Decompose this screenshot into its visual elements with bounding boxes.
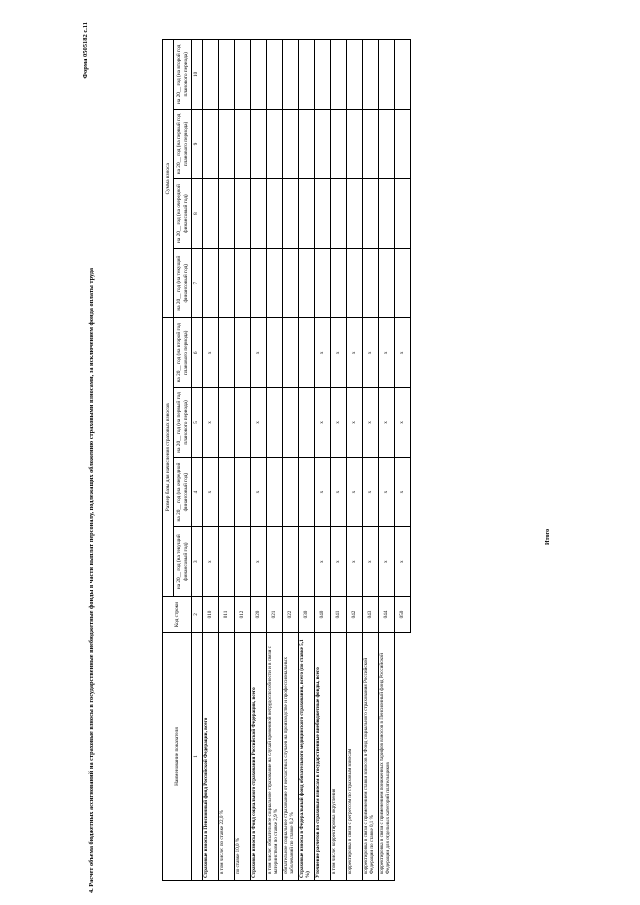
total-spacer [395, 633, 411, 881]
value-cell: x [203, 527, 219, 597]
row-name: Страховые взносы в Пенсионный фонд Российской Федерации, всего [203, 633, 219, 881]
value-cell [235, 179, 251, 249]
table-row [283, 40, 299, 881]
column-number: 7 [192, 248, 203, 318]
value-cell [219, 248, 235, 318]
total-cell [395, 179, 411, 249]
header-period: на 20__ год (на текущий финансовый год) [174, 248, 192, 318]
header-sum-group: Сумма взноса [163, 40, 174, 319]
contributions-table [162, 39, 411, 881]
header-period: на 20__ год (на второй год планового периода) [174, 40, 192, 110]
value-cell: x [315, 318, 331, 388]
value-cell [267, 179, 283, 249]
value-cell [267, 248, 283, 318]
value-cell [379, 248, 395, 318]
total-cell [395, 248, 411, 318]
value-cell [315, 248, 331, 318]
value-cell: x [347, 388, 363, 458]
value-cell: x [363, 388, 379, 458]
header-period: на 20__ год (на очередной финансовый год) [174, 457, 192, 527]
total-cell [395, 40, 411, 110]
total-cell: x [395, 318, 411, 388]
row-code: 040 [315, 597, 331, 633]
table-row [251, 40, 267, 881]
value-cell [379, 179, 395, 249]
total-code: 050 [395, 597, 411, 633]
value-cell: x [251, 388, 267, 458]
value-cell [235, 318, 251, 388]
header-name: Наименование показателя [163, 633, 192, 881]
table-row [299, 40, 315, 881]
value-cell [235, 527, 251, 597]
header-period: на 20__ год (на текущий финансовый год) [174, 527, 192, 597]
value-cell [267, 40, 283, 110]
value-cell: x [251, 457, 267, 527]
row-code: 021 [267, 597, 283, 633]
row-code: 011 [219, 597, 235, 633]
total-cell: x [395, 527, 411, 597]
header-period: на 20__ год (на очередной финансовый год) [174, 179, 192, 249]
column-number: 3 [192, 527, 203, 597]
value-cell: x [251, 318, 267, 388]
value-cell [299, 179, 315, 249]
total-row [395, 40, 411, 881]
value-cell [347, 179, 363, 249]
value-cell [219, 527, 235, 597]
value-cell [251, 248, 267, 318]
total-label: Итого [545, 528, 551, 545]
row-name: корректировка в связи с применением пониженных тарифов взносов в Пенсионный фонд Российской Федерации для отдельных категорий плательщиков [379, 633, 395, 881]
column-number: 6 [192, 318, 203, 388]
value-cell: x [347, 527, 363, 597]
row-name: в том числе: обязательное социальное страхование на случай временной нетрудоспособности и в связи с материнством по ставке 2,9 % [267, 633, 283, 881]
row-code: 022 [283, 597, 299, 633]
value-cell [331, 248, 347, 318]
value-cell [219, 179, 235, 249]
value-cell [219, 457, 235, 527]
table-row [379, 40, 395, 881]
row-code: 030 [299, 597, 315, 633]
table-body [203, 40, 411, 881]
column-number: 10 [192, 40, 203, 110]
value-cell [299, 527, 315, 597]
table-row [363, 40, 379, 881]
total-cell: x [395, 388, 411, 458]
total-cell [395, 109, 411, 179]
value-cell: x [363, 318, 379, 388]
value-cell: x [331, 457, 347, 527]
value-cell [283, 40, 299, 110]
table-row [331, 40, 347, 881]
value-cell [235, 248, 251, 318]
value-cell: x [331, 388, 347, 458]
header-base-group: Размер базы для начисления страховых взносов [163, 318, 174, 597]
value-cell [299, 109, 315, 179]
value-cell [379, 109, 395, 179]
value-cell [219, 318, 235, 388]
table-row [315, 40, 331, 881]
value-cell: x [251, 527, 267, 597]
value-cell [235, 388, 251, 458]
value-cell [347, 40, 363, 110]
column-number: 4 [192, 457, 203, 527]
value-cell [363, 40, 379, 110]
total-cell: x [395, 457, 411, 527]
value-cell: x [203, 388, 219, 458]
row-code: 043 [363, 597, 379, 633]
value-cell [219, 40, 235, 110]
header-period: на 20__ год (на второй год планового периода) [174, 318, 192, 388]
value-cell [267, 109, 283, 179]
form-number: Форма 0505182 с.11 [82, 22, 89, 79]
header-code: Код строки [163, 597, 192, 633]
value-cell [283, 179, 299, 249]
value-cell: x [203, 318, 219, 388]
value-cell [379, 40, 395, 110]
value-cell [283, 527, 299, 597]
value-cell [283, 388, 299, 458]
row-code: 010 [203, 597, 219, 633]
value-cell [267, 388, 283, 458]
value-cell: x [363, 527, 379, 597]
value-cell: x [315, 527, 331, 597]
header-period: на 20__ год (на первый год планового периода) [174, 109, 192, 179]
row-name: Уточнение расчетов по страховым взносам в государственные внебюджетные фонды, всего [315, 633, 331, 881]
table-row [203, 40, 219, 881]
value-cell: x [347, 457, 363, 527]
section-heading: 4. Расчет объема бюджетных ассигнований на страховые взносы в государственные внебюджетные фонды в части выплат персоналу, подлежащих обложению страховыми взносами, за исключением фонда оплаты труда [88, 267, 95, 893]
value-cell [203, 109, 219, 179]
value-cell: x [379, 457, 395, 527]
value-cell [283, 457, 299, 527]
value-cell [251, 109, 267, 179]
value-cell: x [315, 388, 331, 458]
row-code: 044 [379, 597, 395, 633]
value-cell [331, 179, 347, 249]
value-cell: x [315, 457, 331, 527]
table-row [235, 40, 251, 881]
value-cell: x [331, 527, 347, 597]
value-cell [203, 248, 219, 318]
value-cell: x [331, 318, 347, 388]
row-name: Страховые взносы в Фонд социального страхования Российской Федерации, всего [251, 633, 267, 881]
value-cell [267, 527, 283, 597]
value-cell [299, 457, 315, 527]
value-cell: x [203, 457, 219, 527]
row-code: 041 [331, 597, 347, 633]
value-cell [363, 179, 379, 249]
value-cell [331, 109, 347, 179]
value-cell [235, 109, 251, 179]
value-cell [299, 318, 315, 388]
value-cell [299, 40, 315, 110]
value-cell [283, 248, 299, 318]
row-name: Страховые взносы в Федеральный фонд обязательного медицинского страхования, всего (по ставке 5,1 %) [299, 633, 315, 881]
value-cell [203, 179, 219, 249]
value-cell [315, 40, 331, 110]
row-name: по ставке 10,0 % [235, 633, 251, 881]
table-row [219, 40, 235, 881]
column-number: 5 [192, 388, 203, 458]
value-cell [283, 109, 299, 179]
value-cell [203, 40, 219, 110]
table-row [347, 40, 363, 881]
row-name: корректировка в связи с регрессом по страховым взносам [347, 633, 363, 881]
row-code: 042 [347, 597, 363, 633]
value-cell [299, 248, 315, 318]
value-cell [251, 179, 267, 249]
column-number: 1 [192, 633, 203, 881]
value-cell [235, 40, 251, 110]
value-cell [299, 388, 315, 458]
row-name: в том числе: по ставке 22,0 % [219, 633, 235, 881]
row-name: корректировка в связи с применением ставки взносов в Фонд социального страхования Российской Федерации по ставке 0,1 % [363, 633, 379, 881]
value-cell [347, 248, 363, 318]
column-number: 9 [192, 109, 203, 179]
value-cell [363, 109, 379, 179]
value-cell [315, 109, 331, 179]
value-cell [347, 109, 363, 179]
row-code: 012 [235, 597, 251, 633]
row-name: обязательное социальное страхование от несчастных случаев на производстве и профессиональных заболеваний по ставке 0,2 % [283, 633, 299, 881]
value-cell [267, 318, 283, 388]
value-cell [219, 109, 235, 179]
header-period: на 20__ год (на первый год планового периода) [174, 388, 192, 458]
column-number: 8 [192, 179, 203, 249]
value-cell: x [379, 318, 395, 388]
table-row [267, 40, 283, 881]
value-cell [235, 457, 251, 527]
value-cell [283, 318, 299, 388]
value-cell: x [379, 388, 395, 458]
value-cell [363, 248, 379, 318]
value-cell [331, 40, 347, 110]
column-number: 2 [192, 597, 203, 633]
value-cell [219, 388, 235, 458]
value-cell: x [363, 457, 379, 527]
row-code: 020 [251, 597, 267, 633]
value-cell: x [347, 318, 363, 388]
value-cell: x [379, 527, 395, 597]
value-cell [267, 457, 283, 527]
value-cell [251, 40, 267, 110]
value-cell [315, 179, 331, 249]
row-name: в том числе: корректировка округления [331, 633, 347, 881]
